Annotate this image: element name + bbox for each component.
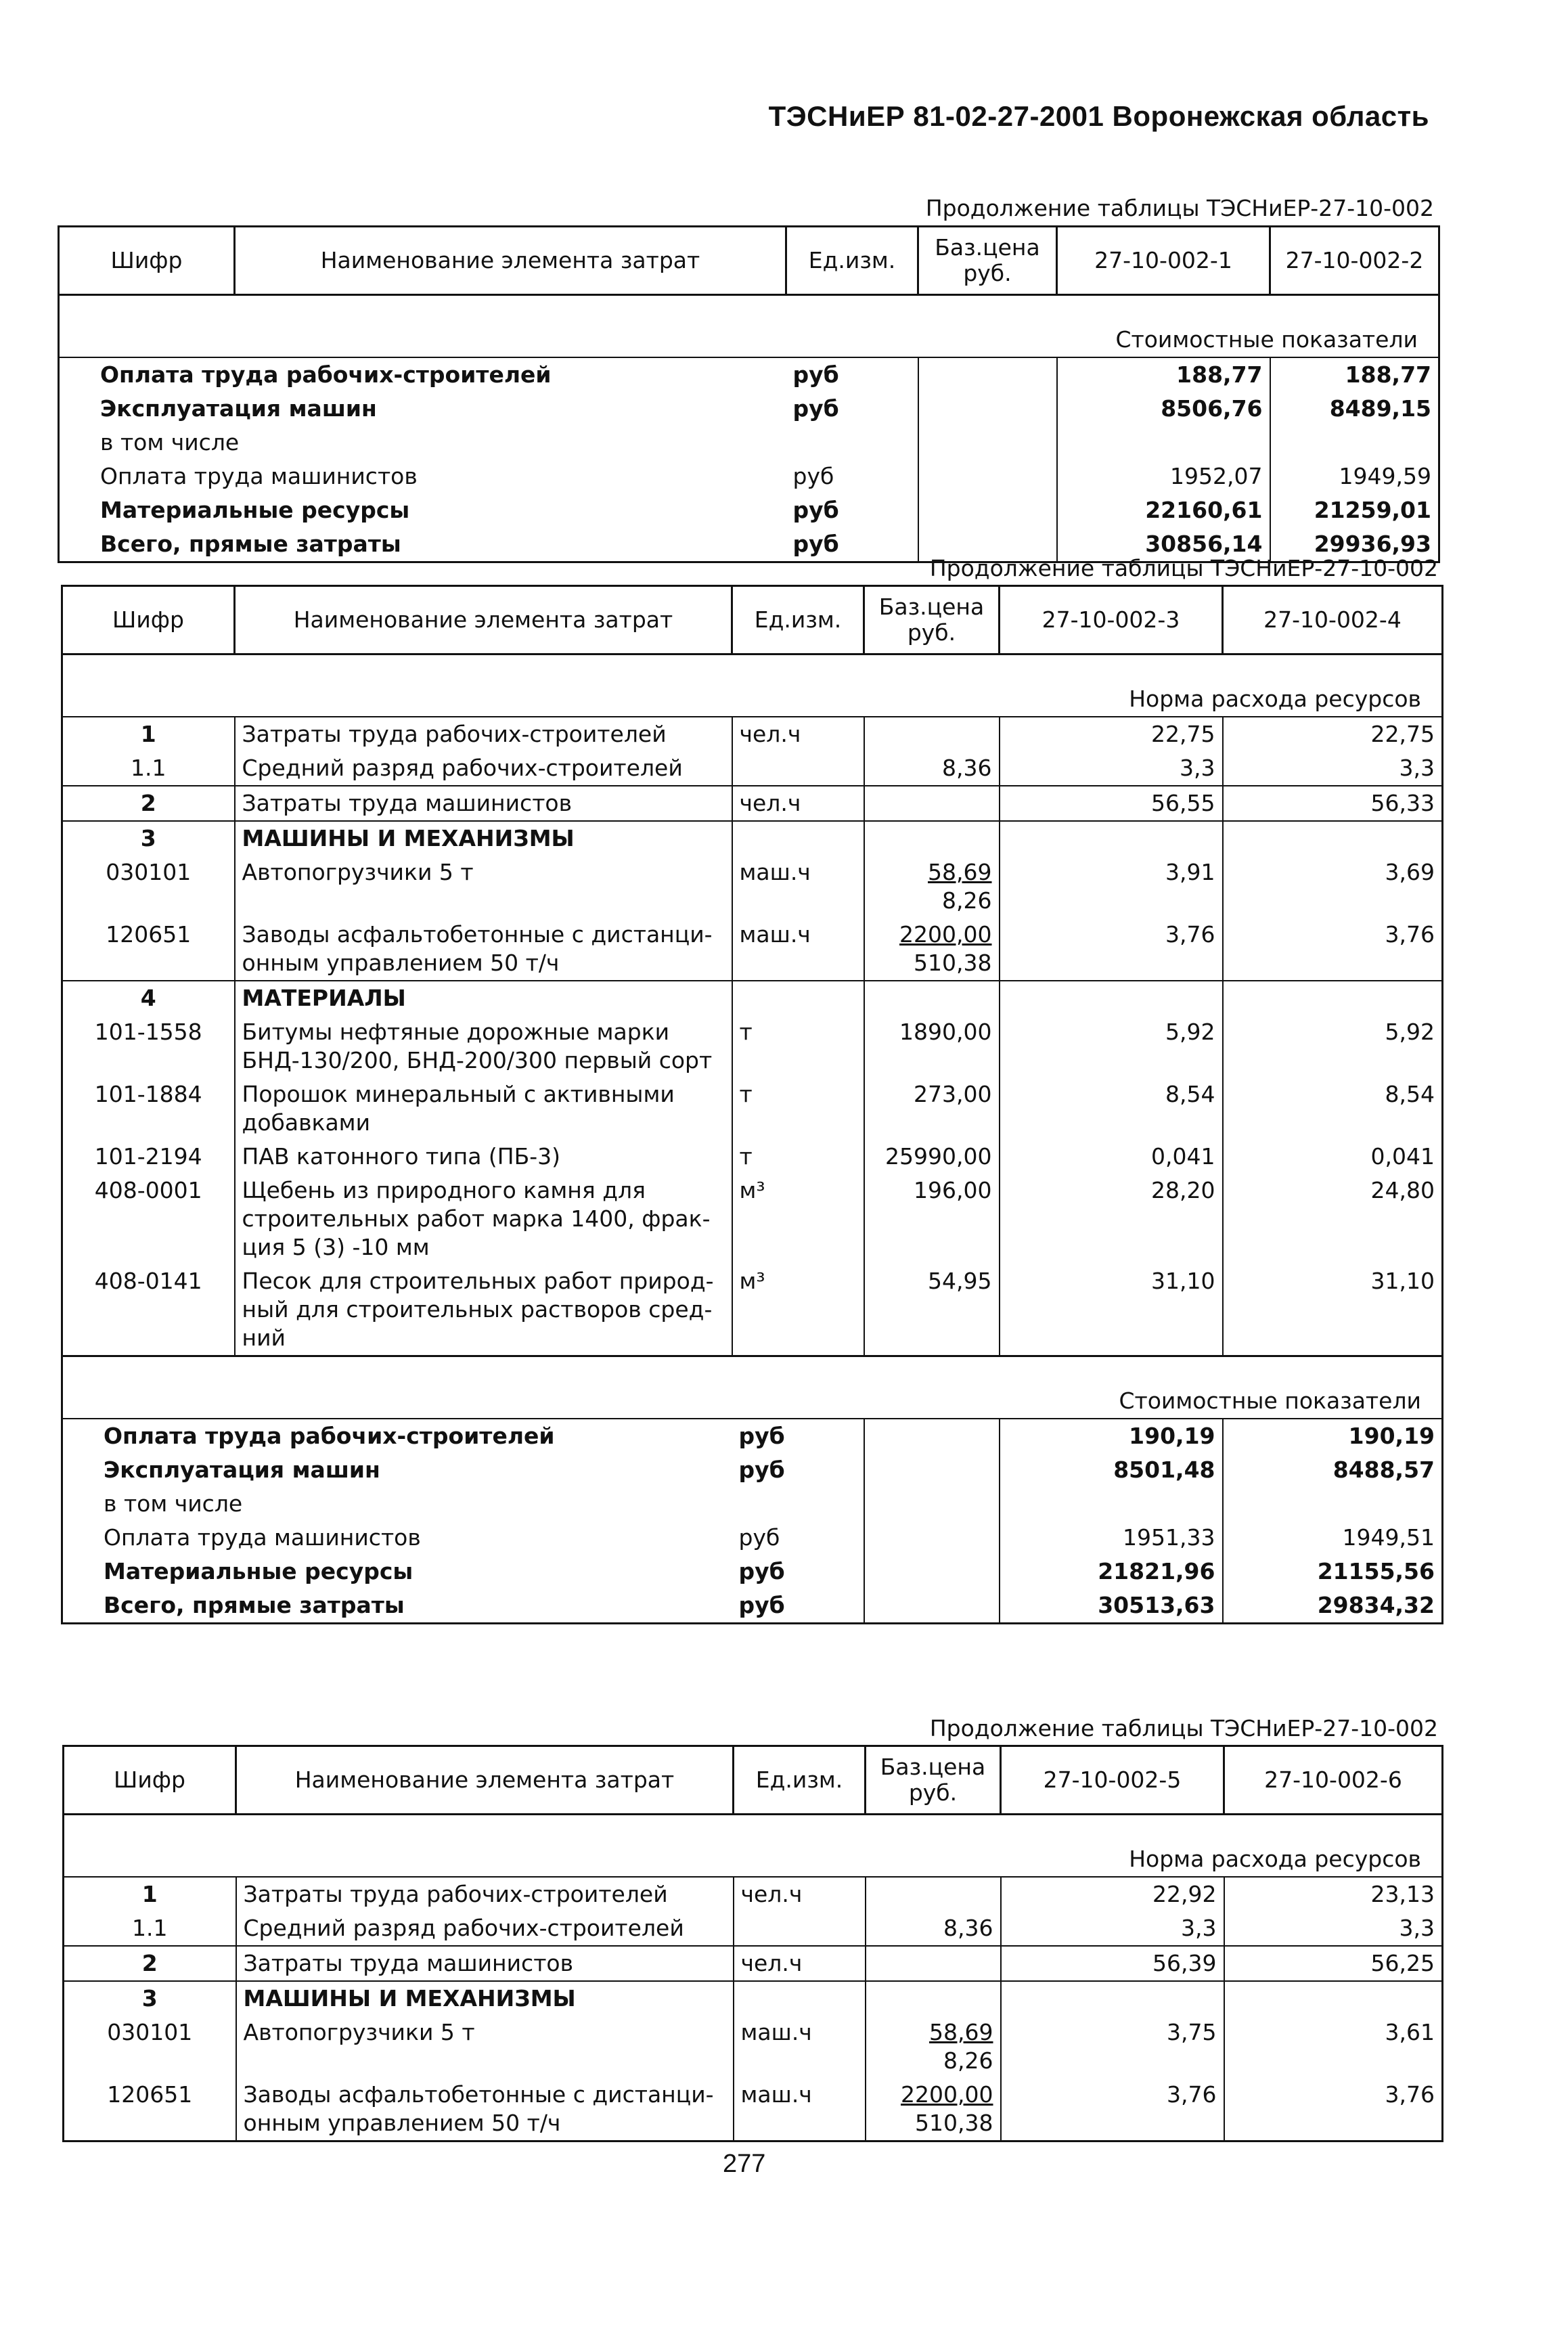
row-price [864, 717, 1000, 751]
row-value-a: 22,75 [1000, 717, 1223, 751]
row-value-b: 56,33 [1223, 786, 1443, 821]
table-row [62, 981, 1443, 1015]
row-name: Автопогрузчики 5 т [235, 856, 732, 918]
price-value: 2200,00 [899, 921, 992, 948]
row-code: 408-0141 [62, 1264, 235, 1356]
row-name: Заводы асфальтобетонные с дистанци-онным управлением 50 т/ч [236, 2078, 734, 2141]
row-name: Затраты труда рабочих-строителей [235, 717, 732, 751]
col-name-header: Наименование элемента затрат [236, 1746, 734, 1815]
row-value-b: 3,76 [1224, 2078, 1443, 2141]
table-row [62, 856, 1443, 918]
row-code: 030101 [64, 2016, 236, 2078]
row-value-a: 3,75 [1001, 2016, 1224, 2078]
row-unit [732, 981, 864, 1015]
row-name: Битумы нефтяные дорожные марки БНД-130/200, БНД-200/300 первый сорт [235, 1015, 732, 1078]
cost-unit: руб [738, 1457, 785, 1483]
col-code-header: Шифр [59, 227, 235, 295]
table-row [62, 786, 1443, 821]
row-value-b: 3,3 [1224, 1911, 1443, 1946]
cost-row: в том числе [59, 426, 1439, 460]
row-unit [732, 751, 864, 786]
price-salary-value: 510,38 [915, 2110, 993, 2136]
col-code-header: Шифр [62, 586, 235, 654]
row-value-b: 8,54 [1223, 1078, 1443, 1140]
price-value: 25990,00 [885, 1143, 992, 1170]
table-row [62, 1140, 1443, 1174]
price-value: 54,95 [928, 1268, 992, 1294]
price-value: 58,69 [928, 859, 992, 885]
row-price [864, 786, 1000, 821]
row-code: 101-1884 [62, 1078, 235, 1140]
row-name: Затраты труда машинистов [236, 1946, 734, 1981]
row-name: Автопогрузчики 5 т [236, 2016, 734, 2078]
cost-value-b: 8488,57 [1223, 1453, 1443, 1487]
cost-price [864, 1419, 1000, 1453]
row-unit: маш.ч [734, 2078, 866, 2141]
row-code: 4 [62, 981, 235, 1015]
row-code: 1.1 [64, 1911, 236, 1946]
cost-row [62, 1555, 1443, 1589]
price-value: 58,69 [929, 2019, 993, 2045]
table-3 [62, 1745, 1441, 2142]
table-header-row [64, 1746, 1443, 1815]
col-b-header: 27-10-002-6 [1224, 1746, 1443, 1815]
cost-value-b: 29834,32 [1223, 1589, 1443, 1624]
cost-price [864, 1589, 1000, 1624]
cost-price [864, 1453, 1000, 1487]
price-value: 273,00 [914, 1081, 992, 1107]
row-value-a: 3,3 [1001, 1911, 1224, 1946]
price-value: 1890,00 [899, 1019, 992, 1045]
row-name: Заводы асфальтобетонные с дистанци-онным управлением 50 т/ч [235, 918, 732, 981]
cost-row [62, 1487, 1443, 1521]
row-price [864, 1264, 1000, 1356]
table-row [62, 1264, 1443, 1356]
cost-value-a: 1951,33 [1000, 1521, 1223, 1555]
row-value-a: 3,3 [1000, 751, 1223, 786]
table-row [62, 821, 1443, 856]
row-unit: т [732, 1078, 864, 1140]
row-unit: м³ [732, 1264, 864, 1356]
row-price [864, 1140, 1000, 1174]
cost-value-a: 30513,63 [1000, 1589, 1223, 1624]
continuation-caption: Продолжение таблицы ТЭСНиЕР-27-10-002 [929, 1715, 1438, 1741]
cost-unit: руб [738, 1524, 780, 1551]
row-value-a: 0,041 [1000, 1140, 1223, 1174]
row-value-a [1000, 821, 1223, 856]
row-name: Средний разряд рабочих-строителей [236, 1911, 734, 1946]
row-price [866, 1911, 1001, 1946]
row-value-a: 28,20 [1000, 1174, 1223, 1264]
row-unit [734, 1911, 866, 1946]
cost-row: Всего, прямые затраты руб 30856,14 29936,93 [59, 527, 1439, 562]
section-label: Норма расхода ресурсов [62, 682, 1443, 717]
table-row [62, 717, 1443, 751]
resource-rows [62, 717, 1443, 1356]
row-price [866, 1946, 1001, 1981]
section-label: Стоимостные показатели [62, 1384, 1443, 1419]
row-unit: маш.ч [732, 856, 864, 918]
table-row [64, 1981, 1443, 2016]
cost-name: в том числе [62, 1487, 732, 1521]
row-code: 2 [62, 786, 235, 821]
row-code: 120651 [64, 2078, 236, 2141]
price-value: 8,36 [943, 1915, 993, 1941]
row-name: МАШИНЫ И МЕХАНИЗМЫ [236, 1981, 734, 2016]
col-a-header: 27-10-002-5 [1001, 1746, 1224, 1815]
section-label: Стоимостные показатели [59, 323, 1439, 357]
row-value-a: 56,39 [1001, 1946, 1224, 1981]
row-price [864, 1015, 1000, 1078]
row-value-b: 31,10 [1223, 1264, 1443, 1356]
row-value-b: 3,3 [1223, 751, 1443, 786]
table-header-row [59, 227, 1439, 295]
row-value-a [1001, 1981, 1224, 2016]
row-unit: т [732, 1015, 864, 1078]
table-header-row [62, 586, 1443, 654]
row-unit: маш.ч [734, 2016, 866, 2078]
price-value: 196,00 [914, 1177, 992, 1203]
row-code: 408-0001 [62, 1174, 235, 1264]
cost-name: Оплата труда машинистов [62, 1521, 732, 1555]
cost-unit: руб [738, 1423, 785, 1449]
row-code: 030101 [62, 856, 235, 918]
row-value-b: 3,61 [1224, 2016, 1443, 2078]
row-name: Щебень из природного камня для строительных работ марка 1400, фрак-ция 5 (3) -10 мм [235, 1174, 732, 1264]
row-code: 3 [62, 821, 235, 856]
price-value: 8,36 [942, 755, 992, 781]
row-code: 101-1558 [62, 1015, 235, 1078]
cost-rows [62, 1419, 1443, 1624]
row-code: 101-2194 [62, 1140, 235, 1174]
row-unit [734, 1981, 866, 2016]
row-price [866, 1981, 1001, 2016]
row-price [866, 1877, 1001, 1911]
cost-row: Материальные ресурсы руб 22160,61 21259,01 [59, 493, 1439, 527]
table-1 [58, 225, 1438, 563]
page-number: 277 [723, 2150, 766, 2178]
row-code: 1 [64, 1877, 236, 1911]
row-name: ПАВ катонного типа (ПБ-3) [235, 1140, 732, 1174]
row-value-a: 8,54 [1000, 1078, 1223, 1140]
cost-value-b: 21155,56 [1223, 1555, 1443, 1589]
row-value-b: 24,80 [1223, 1174, 1443, 1264]
col-a-header: 27-10-002-3 [1000, 586, 1223, 654]
row-price [864, 856, 1000, 918]
row-unit [732, 821, 864, 856]
cost-name: Материальные ресурсы [62, 1555, 732, 1589]
col-a-header: 27-10-002-1 [1057, 227, 1270, 295]
cost-name: Всего, прямые затраты [62, 1589, 732, 1624]
row-unit: маш.ч [732, 918, 864, 981]
cost-row [62, 1521, 1443, 1555]
row-value-a: 56,55 [1000, 786, 1223, 821]
row-value-a: 31,10 [1000, 1264, 1223, 1356]
row-price [866, 2016, 1001, 2078]
cost-value-a [1000, 1487, 1223, 1521]
col-b-header: 27-10-002-4 [1223, 586, 1443, 654]
price-salary-value: 8,26 [943, 2047, 993, 2074]
row-value-b: 56,25 [1224, 1946, 1443, 1981]
cost-name: Оплата труда рабочих-строителей [62, 1419, 732, 1453]
row-value-b: 22,75 [1223, 717, 1443, 751]
cost-price [864, 1555, 1000, 1589]
table-row [62, 1174, 1443, 1264]
row-unit: чел.ч [732, 786, 864, 821]
row-price [864, 1174, 1000, 1264]
row-code: 3 [64, 1981, 236, 2016]
cost-row: Эксплуатация машин руб 8506,76 8489,15 [59, 392, 1439, 426]
col-price-header: Баз.цена руб. [866, 1746, 1001, 1815]
row-price [864, 1078, 1000, 1140]
row-value-b [1224, 1981, 1443, 2016]
table-row [64, 1877, 1443, 1911]
price-salary-value: 510,38 [914, 950, 992, 976]
row-unit: м³ [732, 1174, 864, 1264]
row-value-b: 5,92 [1223, 1015, 1443, 1078]
table-row [62, 918, 1443, 981]
row-value-b: 3,76 [1223, 918, 1443, 981]
row-price [866, 2078, 1001, 2141]
row-unit: т [732, 1140, 864, 1174]
row-code: 1.1 [62, 751, 235, 786]
continuation-caption: Продолжение таблицы ТЭСНиЕР-27-10-002 [929, 555, 1438, 581]
table-row [62, 1015, 1443, 1078]
col-unit-header: Ед.изм. [732, 586, 864, 654]
row-value-b: 23,13 [1224, 1877, 1443, 1911]
cost-row [62, 1453, 1443, 1487]
cost-unit: руб [732, 1589, 864, 1624]
price-value: 2200,00 [901, 2081, 993, 2108]
row-unit: чел.ч [734, 1877, 866, 1911]
row-code: 1 [62, 717, 235, 751]
cost-value-a: 190,19 [1000, 1419, 1223, 1453]
row-value-b: 3,69 [1223, 856, 1443, 918]
row-price [864, 821, 1000, 856]
cost-row [62, 1419, 1443, 1453]
col-price-header: Баз.цена руб. [864, 586, 1000, 654]
col-unit-header: Ед.изм. [734, 1746, 866, 1815]
row-value-a: 22,92 [1001, 1877, 1224, 1911]
continuation-caption: Продолжение таблицы ТЭСНиЕР-27-10-002 [925, 195, 1434, 221]
row-name: Затраты труда рабочих-строителей [236, 1877, 734, 1911]
row-name: Порошок минеральный с активными добавками [235, 1078, 732, 1140]
row-code: 2 [64, 1946, 236, 1981]
col-price-header: Баз.цена руб. [918, 227, 1057, 295]
row-name: Затраты труда машинистов [235, 786, 732, 821]
row-name: Средний разряд рабочих-строителей [235, 751, 732, 786]
cost-value-a: 8501,48 [1000, 1453, 1223, 1487]
cost-value-b: 1949,51 [1223, 1521, 1443, 1555]
row-unit: чел.ч [734, 1946, 866, 1981]
section-label: Норма расхода ресурсов [64, 1842, 1443, 1877]
table-row [62, 751, 1443, 786]
row-value-a: 5,92 [1000, 1015, 1223, 1078]
table-row [64, 2078, 1443, 2141]
table-row [64, 1911, 1443, 1946]
row-name: МАШИНЫ И МЕХАНИЗМЫ [235, 821, 732, 856]
row-value-a: 3,76 [1001, 2078, 1224, 2141]
row-code: 120651 [62, 918, 235, 981]
cost-row [62, 1589, 1443, 1624]
cost-row: Оплата труда рабочих-строителей руб 188,77 188,77 [59, 357, 1439, 392]
col-name-header: Наименование элемента затрат [235, 586, 732, 654]
col-unit-header: Ед.изм. [786, 227, 918, 295]
row-value-b: 0,041 [1223, 1140, 1443, 1174]
table-row [64, 1946, 1443, 1981]
cost-price [864, 1487, 1000, 1521]
row-value-a [1000, 981, 1223, 1015]
row-unit: чел.ч [732, 717, 864, 751]
col-name-header: Наименование элемента затрат [235, 227, 786, 295]
resource-rows [64, 1877, 1443, 2141]
cost-unit [732, 1487, 864, 1521]
row-value-a: 3,76 [1000, 918, 1223, 981]
cost-row: Оплата труда машинистов руб 1952,07 1949,59 [59, 460, 1439, 493]
row-value-b [1223, 981, 1443, 1015]
row-name: МАТЕРИАЛЫ [235, 981, 732, 1015]
row-price [864, 751, 1000, 786]
cost-name: Эксплуатация машин [62, 1453, 732, 1487]
row-value-a: 3,91 [1000, 856, 1223, 918]
table-row [62, 1078, 1443, 1140]
price-salary-value: 8,26 [942, 887, 992, 914]
cost-unit: руб [738, 1558, 785, 1584]
row-value-b [1223, 821, 1443, 856]
cost-value-a: 21821,96 [1000, 1555, 1223, 1589]
cost-value-b [1223, 1487, 1443, 1521]
page-header: ТЭСНиЕР 81-02-27-2001 Воронежская область [768, 100, 1429, 132]
col-code-header: Шифр [64, 1746, 236, 1815]
table-2 [61, 585, 1441, 1624]
cost-value-b: 190,19 [1223, 1419, 1443, 1453]
row-price [864, 981, 1000, 1015]
cost-price [864, 1521, 1000, 1555]
col-b-header: 27-10-002-2 [1270, 227, 1439, 295]
table-row [64, 2016, 1443, 2078]
cost-rows [59, 357, 1439, 562]
row-price [864, 918, 1000, 981]
row-name: Песок для строительных работ природ-ный для строительных растворов сред-ний [235, 1264, 732, 1356]
